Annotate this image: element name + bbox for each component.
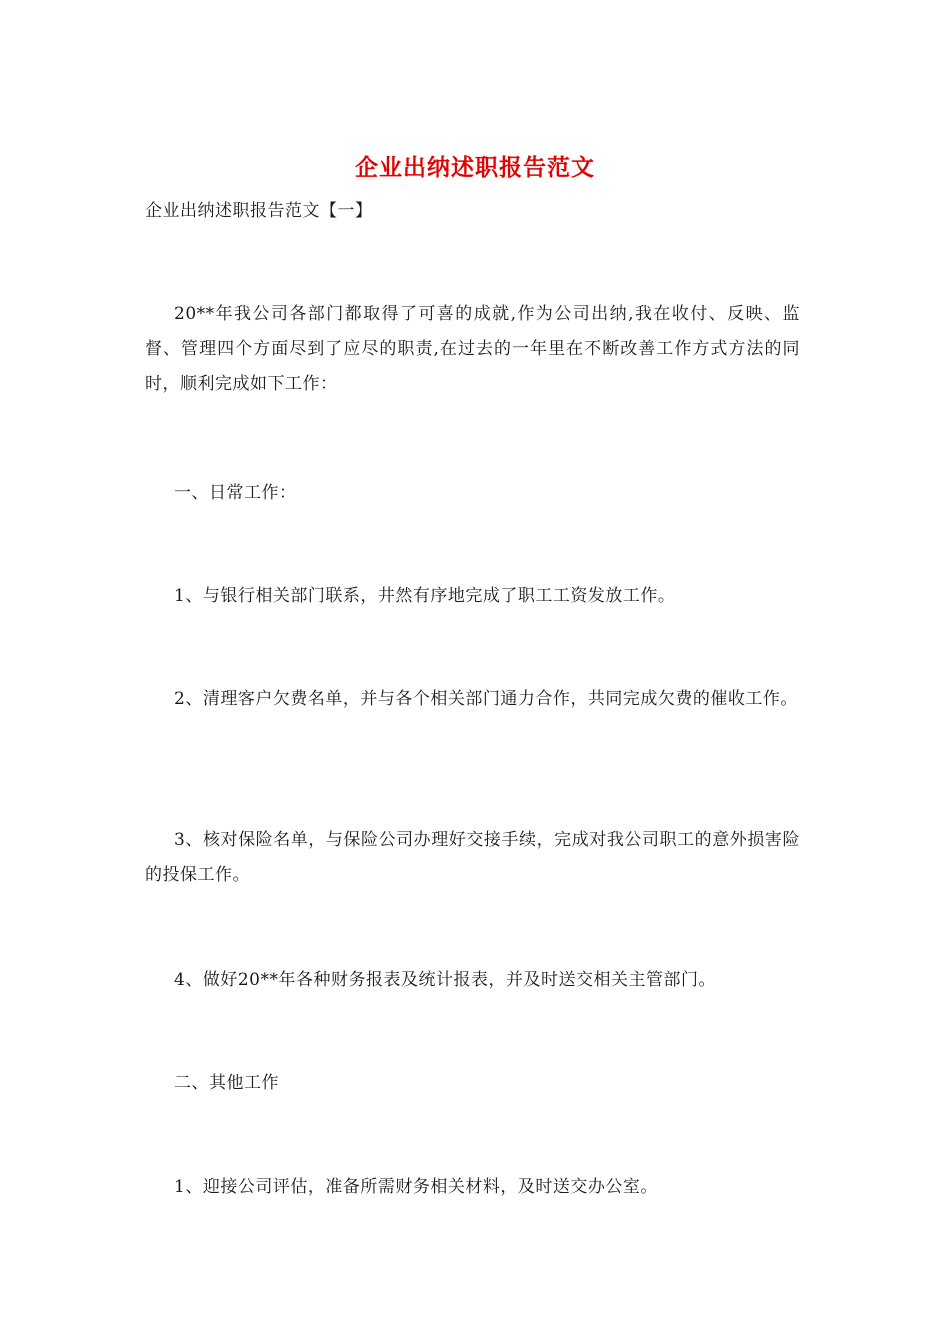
list-item: 3、核对保险名单，与保险公司办理好交接手续，完成对我公司职工的意外损害险的投保工作。 xyxy=(145,830,800,885)
list-item: 1、与银行相关部门联系，井然有序地完成了职工工资发放工作。 xyxy=(174,586,676,606)
section-heading-daily-work: 一、日常工作： xyxy=(174,483,297,503)
document-title: 企业出纳述职报告范文 xyxy=(355,154,595,181)
document-subtitle: 企业出纳述职报告范文【一】 xyxy=(145,201,373,221)
list-item: 2、清理客户欠费名单，并与各个相关部门通力合作，共同完成欠费的催收工作。 xyxy=(174,689,798,709)
list-item: 4、做好20**年各种财务报表及统计报表，并及时送交相关主管部门。 xyxy=(174,970,716,990)
section-heading-other-work: 二、其他工作 xyxy=(174,1073,279,1093)
intro-paragraph: 20**年我公司各部门都取得了可喜的成就,作为公司出纳,我在收付、反映、监督、管理四个方面尽到了应尽的职责,在过去的一年里在不断改善工作方式方法的同时，顺利完成如下工作： xyxy=(145,304,800,394)
list-item: 1、迎接公司评估，准备所需财务相关材料，及时送交办公室。 xyxy=(174,1177,658,1197)
